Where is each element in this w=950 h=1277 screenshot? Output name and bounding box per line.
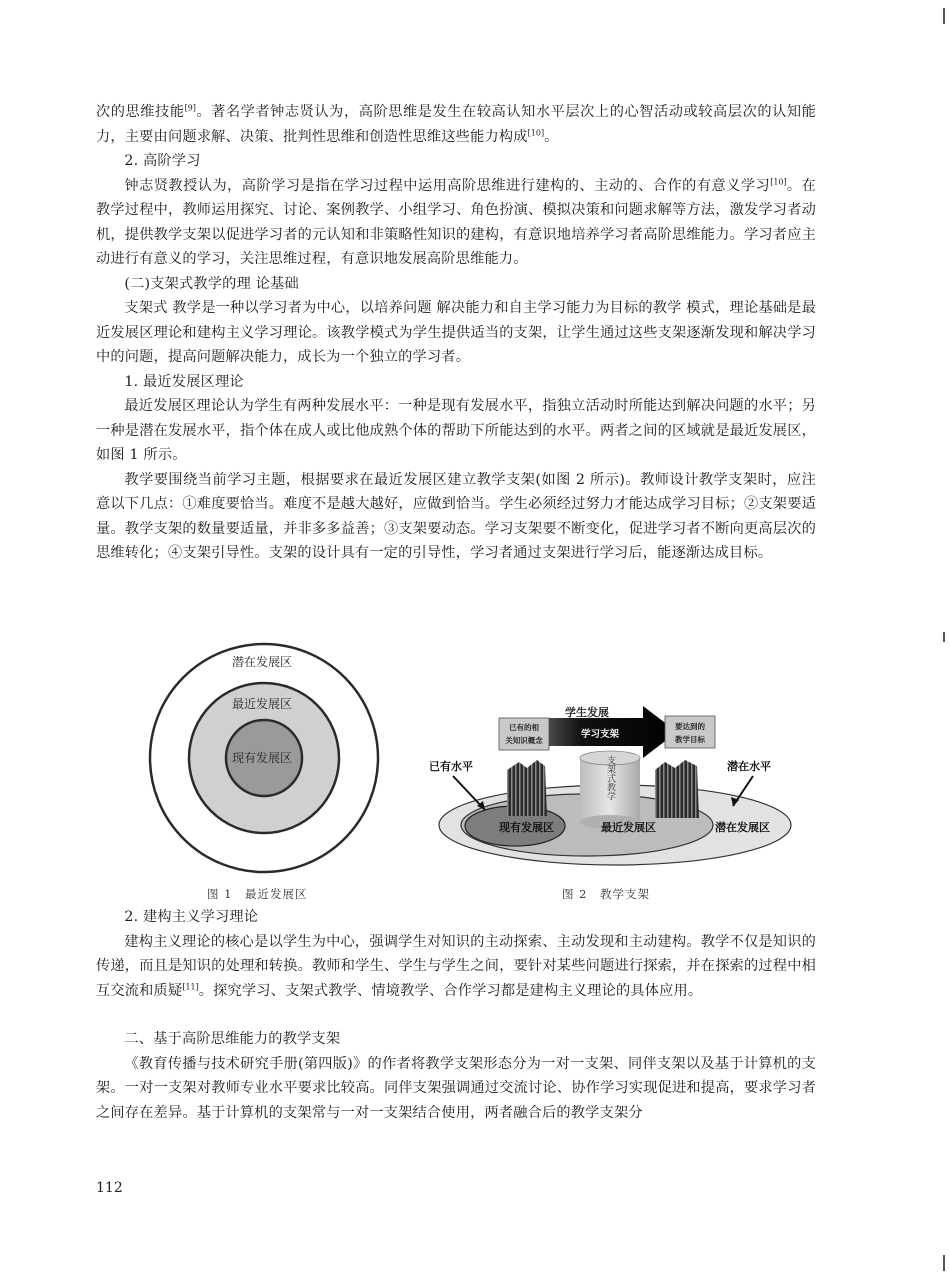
body-text-lower [96,905,816,1125]
paragraph-higher-order-learning: 钟志贤教授认为，高阶学习是指在学习过程中运用高阶思维进行建构的、主动的、合作的有意义学习[10]。在教学过程中，教师运用探究、讨论、案例教学、小组学习、角色扮演、模拟决策和问题求解等方法，激发学习者动机，提供教学支架以促进学习者的元认知和非策略性知识的建构，有意识地培养学习者高阶思维能力。学习者应主动进行有意义的学习，关注思维过程，有意识地发展高阶思维能力。 [96,176,816,267]
striped-block-right [655,760,699,818]
arrow-label: 学生发展 [565,706,609,719]
box-teaching-goal-line2: 教学目标 [675,735,705,744]
figure-2-caption: 图 2 教学支架 [562,887,650,901]
edge-mark-middle [943,632,945,642]
label-potential-zone: 潜在发展区 [231,655,293,669]
paragraph-scaffold-design: 教学要围绕当前学习主题，根据要求在最近发展区建立教学支架(如图 2 所示)。教师设计教学支架时，应注意以下几点：①难度要恰当。难度不是越大越好，应做到恰当。学生必须经过努力才能达成学习目标；②支架要适量。教学支架的数量要适量，并非多多益善；③支架要动态。学习支架要不断变化，促进学习者不断向更高层次的思维转化；④支架引导性。支架的设计具有一定的引导性，学习者通过支架进行学习后，能逐渐达成目标。 [96,471,816,561]
paragraph-scaffolding-definition: 支架式 教学是一种以学习者为中心，以培养问题 解决能力和自主学习能力为目标的教学 模式，理论基础是最近发展区理论和建构主义学习理论。该教学模式为学生提供适当的支架，让学生通过这些支架逐渐发现和解决学习中的问题，提高问题解决能力，成长为一个独立的学习者。 [96,300,816,365]
edge-mark-top [943,8,945,24]
body-text-upper [96,100,816,566]
figure-2-scaffold-diagram [415,700,800,870]
paragraph-constructivism: 建构主义理论的核心是以学生为中心，强调学生对知识的主动探索、主动发现和主动建构。教学不仅是知识的传递，而且是知识的处理和转换。教师和学生、学生与学生之间，要针对某些问题进行探索，并在探索的过程中相互交流和质疑[11]。探究学习、支架式教学、情境教学、合作学习都是建构主义理论的具体应用。 [96,933,816,999]
subheading-zpd: 1. 最近发展区理论 [124,373,244,390]
citation-ref: [10] [527,127,545,137]
citation-ref: [9] [184,103,196,113]
box-prior-knowledge-line1: 已有的相 [509,723,539,732]
edge-mark-bottom [943,1255,945,1271]
figure-1-zone-diagram [136,640,396,880]
label-zone-nearest: 最近发展区 [601,821,656,834]
subheading-scaffolding-theory: (二)支架式教学的理 论基础 [124,275,299,292]
subheading-higher-order-learning: 2. 高阶学习 [124,153,201,169]
page-number: 112 [96,1180,123,1196]
box-prior-knowledge-line2: 关知识概念 [505,736,543,745]
box-teaching-goal-line1: 要达到的 [675,722,705,731]
label-nearest-zone: 最近发展区 [231,697,293,711]
citation-ref: [10] [770,176,787,186]
label-existing-level: 已有水平 [429,760,473,773]
label-current-zone: 现有发展区 [231,751,293,765]
citation-ref: [11] [182,981,199,991]
paragraph-scaffold-forms: 《教育传播与技术研究手册(第四版)》的作者将教学支架形态分为一对一支架、同伴支架以及基于计算机的支架。一对一支架对教师专业水平要求比较高。同伴支架强调通过交流讨论、协作学习实现促进和提高，要求学习者之间存在差异。基于计算机的支架常与一对一支架结合使用，两者融合后的教学支架分 [96,1055,816,1121]
label-learning-scaffold: 学习支架 [580,729,620,740]
label-zone-potential: 潜在发展区 [715,821,770,834]
figure-1-caption: 图 1 最近发展区 [207,887,308,901]
cylinder-label: 支架式教学 [605,755,615,801]
paragraph-zpd: 最近发展区理论认为学生有两种发展水平：一种是现有发展水平，指独立活动时所能达到解决问题的水平；另一种是潜在发展水平，指个体在成人或比他成熟个体的帮助下所能达到的水平。两者之间的区域就是最近发展区，如图 1 所示。 [96,398,816,463]
section-heading-scaffold: 二、基于高阶思维能力的教学支架 [124,1031,341,1047]
subheading-constructivism: 2. 建构主义学习理论 [124,909,259,925]
striped-block-left [507,760,547,816]
label-potential-level: 潜在水平 [727,760,771,773]
label-zone-current: 现有发展区 [499,821,554,834]
paragraph-higher-order-thinking: 次的思维技能[9]。著名学者钟志贤认为，高阶思维是发生在较高认知水平层次上的心智活动或较高层次的认知能力，主要由问题求解、决策、批判性思维和创造性思维这些能力构成[10]。 [96,103,817,145]
